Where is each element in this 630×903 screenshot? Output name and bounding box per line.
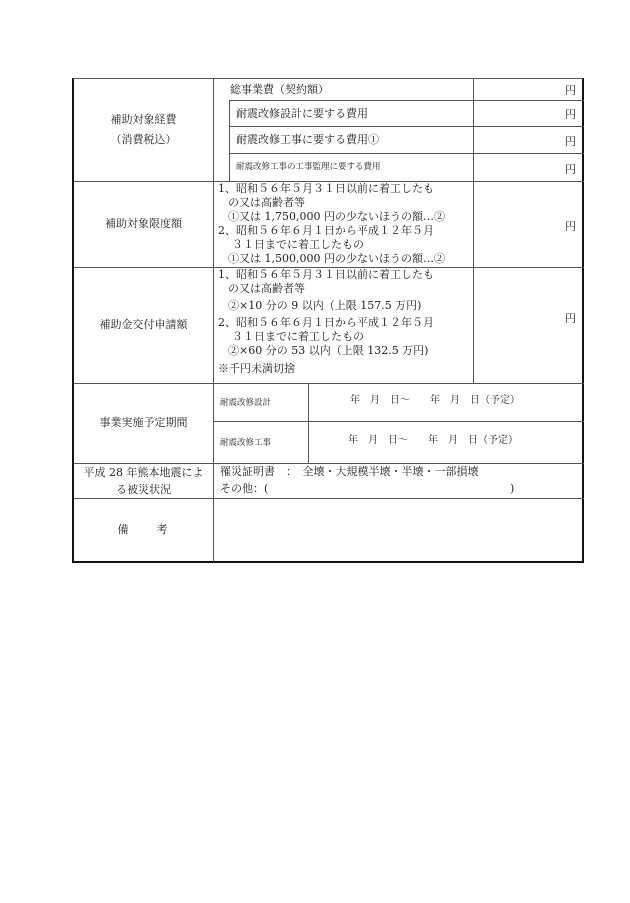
remarks-label: 備 考	[117, 523, 170, 536]
subsidy-limit-field[interactable]: 円	[565, 220, 576, 233]
damage-other-prefix: その他：(	[220, 482, 269, 495]
schedule-design-period[interactable]: 年 月 日～ 年 月 日（予定）	[350, 395, 520, 406]
supervision-cost-field[interactable]: 円	[565, 163, 576, 176]
eligible-costs-label: 補助対象経費 （消費税込）	[110, 113, 177, 146]
subsidy-limit-conditions: 1、昭和５６年５月３１日以前に着工したも の又は高齢者等 ①又は 1,750,000 円の少ないほうの額…② 2、昭和５６年６月１日から平成１２年５月 ３１日までに着工したもの ①又は 1,500,000 円の少ないほうの額…②	[218, 182, 445, 265]
subsidy-limit-label: 補助対象限度額	[105, 217, 182, 230]
subsidy-application-form	[72, 78, 584, 563]
total-project-cost-label: 総事業費（契約額）	[230, 83, 329, 96]
schedule-design-label: 耐震改修設計	[220, 398, 272, 408]
schedule-construction-label: 耐震改修工事	[220, 438, 272, 448]
damage-status-label: 平成 28 年熊本地震によ る被災状況	[83, 465, 204, 496]
schedule-label: 事業実施予定期間	[99, 416, 188, 429]
application-amount-conditions: 1、昭和５６年５月３１日以前に着工したも の又は高齢者等 ②×10 分の 9 以内（上限 157.5 万円) 2、昭和５６年６月１日から平成１２年５月 ３１日までに着工したもの ②×60 分の 53 以内（上限 132.5 万円) ※千円未満切捨	[218, 268, 434, 375]
design-cost-field[interactable]: 円	[565, 108, 576, 121]
application-amount-label: 補助金交付申請額	[99, 318, 188, 331]
damage-other-suffix: )	[510, 482, 515, 495]
construction-cost-label: 耐震改修工事に要する費用①	[236, 133, 379, 146]
schedule-construction-period[interactable]: 年 月 日～ 年 月 日（予定）	[348, 435, 518, 446]
supervision-cost-label: 耐震改修工事の工事監理に要する費用	[236, 162, 381, 172]
total-project-cost-field[interactable]: 円	[565, 84, 576, 97]
disaster-certificate-options[interactable]: 罹災証明書 ： 全壊・大規模半壊・半壊・一部損壊	[220, 465, 479, 478]
application-amount-field[interactable]: 円	[565, 312, 576, 325]
damage-other-input[interactable]	[274, 481, 504, 497]
construction-cost-field[interactable]: 円	[565, 135, 576, 148]
design-cost-label: 耐震改修設計に要する費用	[236, 107, 368, 120]
remarks-field[interactable]	[214, 499, 582, 562]
